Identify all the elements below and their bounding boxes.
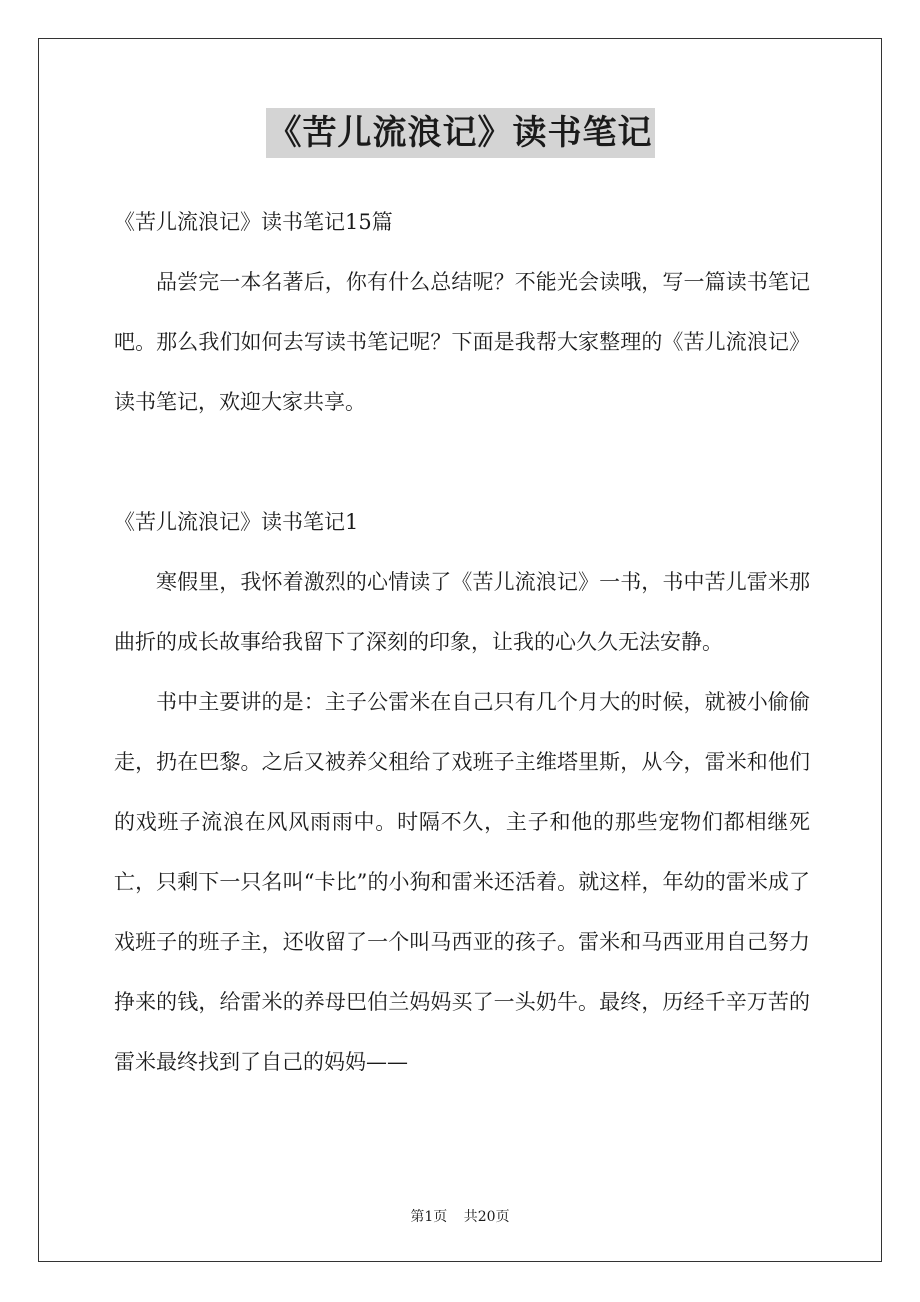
document-subtitle: 《苦儿流浪记》读书笔记15篇 [114,210,393,234]
page-number: 第1页 [410,1209,448,1225]
section-gap [114,432,810,492]
section-heading: 《苦儿流浪记》读书笔记1 [114,510,359,534]
document-title: 《苦儿流浪记》读书笔记 [266,108,655,158]
intro-paragraph: 品尝完一本名著后，你有什么总结呢？不能光会读哦，写一篇读书笔记吧。那么我们如何去写读书笔记呢？下面是我帮大家整理的《苦儿流浪记》读书笔记，欢迎大家共享。 [114,270,810,414]
body-paragraph: 书中主要讲的是：主子公雷米在自己只有几个月大的时候，就被小偷偷走，扔在巴黎。之后又被养父租给了戏班子主维塔里斯，从今，雷米和他们的戏班子流浪在风风雨雨中。时隔不久，主子和他的那些宠物们都相继死亡，只剩下一只名叫“卡比”的小狗和雷米还活着。就这样，年幼的雷米成了戏班子的班子主，还收留了一个叫马西亚的孩子。雷米和马西亚用自己努力挣来的钱，给雷米的养母巴伯兰妈妈买了一头奶牛。最终，历经千辛万苦的雷米最终找到了自己的妈妈—— [114,690,810,1074]
document-body [114,192,810,1092]
page-footer [0,1206,920,1226]
page-total: 共20页 [463,1209,510,1225]
title-container [0,108,920,158]
body-paragraph: 寒假里，我怀着激烈的心情读了《苦儿流浪记》一书，书中苦儿雷米那曲折的成长故事给我留下了深刻的印象，让我的心久久无法安静。 [114,570,810,654]
